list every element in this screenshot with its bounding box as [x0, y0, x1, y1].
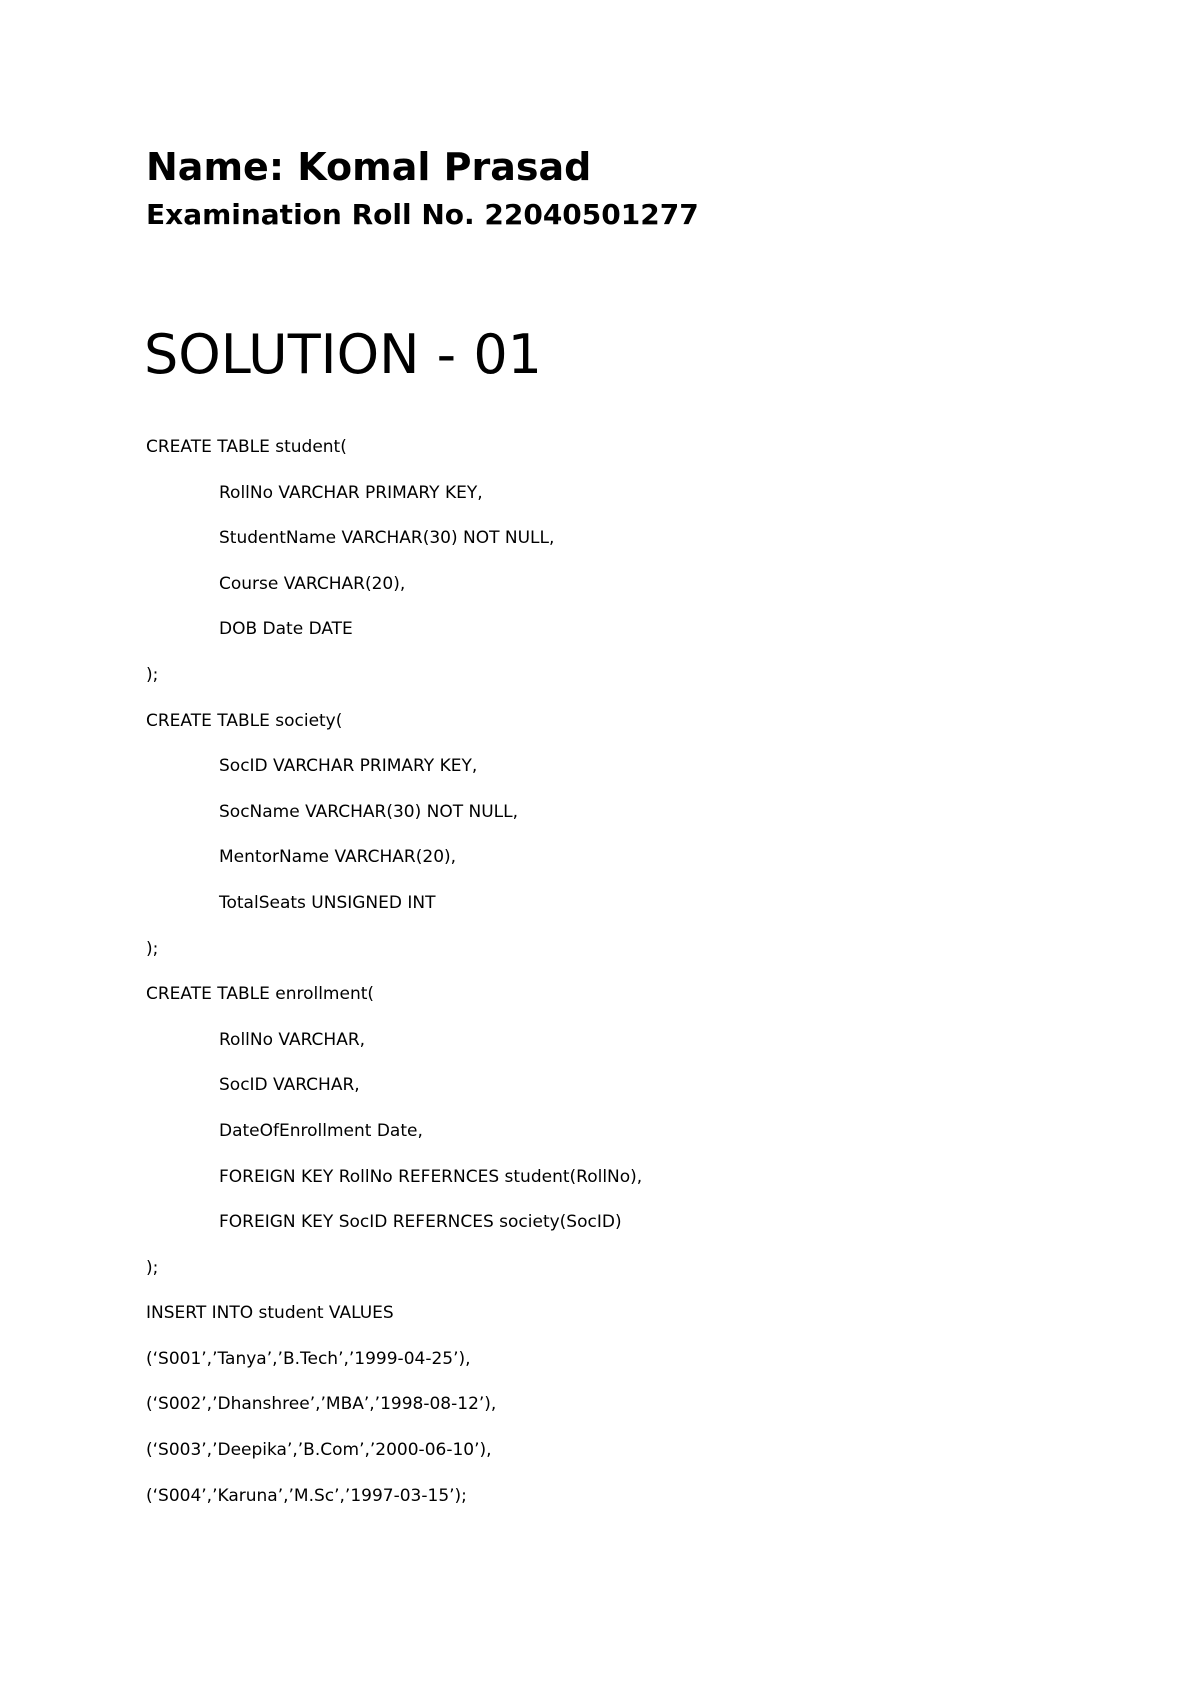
code-line: INSERT INTO student VALUES — [146, 1303, 394, 1324]
code-line: TotalSeats UNSIGNED INT — [219, 892, 436, 913]
code-line: CREATE TABLE enrollment( — [146, 984, 375, 1005]
code-line: RollNo VARCHAR, — [219, 1029, 366, 1050]
code-line: CREATE TABLE society( — [146, 710, 343, 731]
examination-roll-number: Examination Roll No. 22040501277 — [146, 198, 699, 231]
code-line: (‘S002’,’Dhanshree’,’MBA’,’1998-08-12’), — [146, 1394, 497, 1415]
code-line: CREATE TABLE student( — [146, 437, 347, 457]
code-line: ); — [146, 664, 159, 685]
code-line: StudentName VARCHAR(30) NOT NULL, — [219, 528, 555, 549]
code-line: ); — [146, 938, 159, 959]
code-line: Course VARCHAR(20), — [219, 573, 406, 594]
code-line: ); — [146, 1257, 159, 1278]
code-line: RollNo VARCHAR PRIMARY KEY, — [219, 482, 483, 503]
code-line: DOB Date DATE — [219, 619, 353, 640]
code-line: DateOfEnrollment Date, — [219, 1120, 423, 1141]
code-line: FOREIGN KEY RollNo REFERNCES student(RollNo), — [219, 1166, 643, 1187]
code-line: (‘S003’,’Deepika’,’B.Com’,’2000-06-10’), — [146, 1440, 492, 1461]
code-line: SocName VARCHAR(30) NOT NULL, — [219, 801, 519, 822]
code-line: (‘S004’,’Karuna’,’M.Sc’,’1997-03-15’); — [146, 1485, 467, 1506]
solution-title: SOLUTION - 01 — [144, 323, 543, 386]
code-line: MentorName VARCHAR(20), — [219, 847, 457, 868]
sql-code-block — [146, 434, 1146, 1528]
code-line: SocID VARCHAR PRIMARY KEY, — [219, 756, 478, 777]
code-line: FOREIGN KEY SocID REFERNCES society(SocID) — [219, 1212, 622, 1233]
code-line: SocID VARCHAR, — [219, 1075, 360, 1096]
student-name: Name: Komal Prasad — [146, 145, 592, 189]
code-line: (‘S001’,’Tanya’,’B.Tech’,’1999-04-25’), — [146, 1348, 471, 1369]
